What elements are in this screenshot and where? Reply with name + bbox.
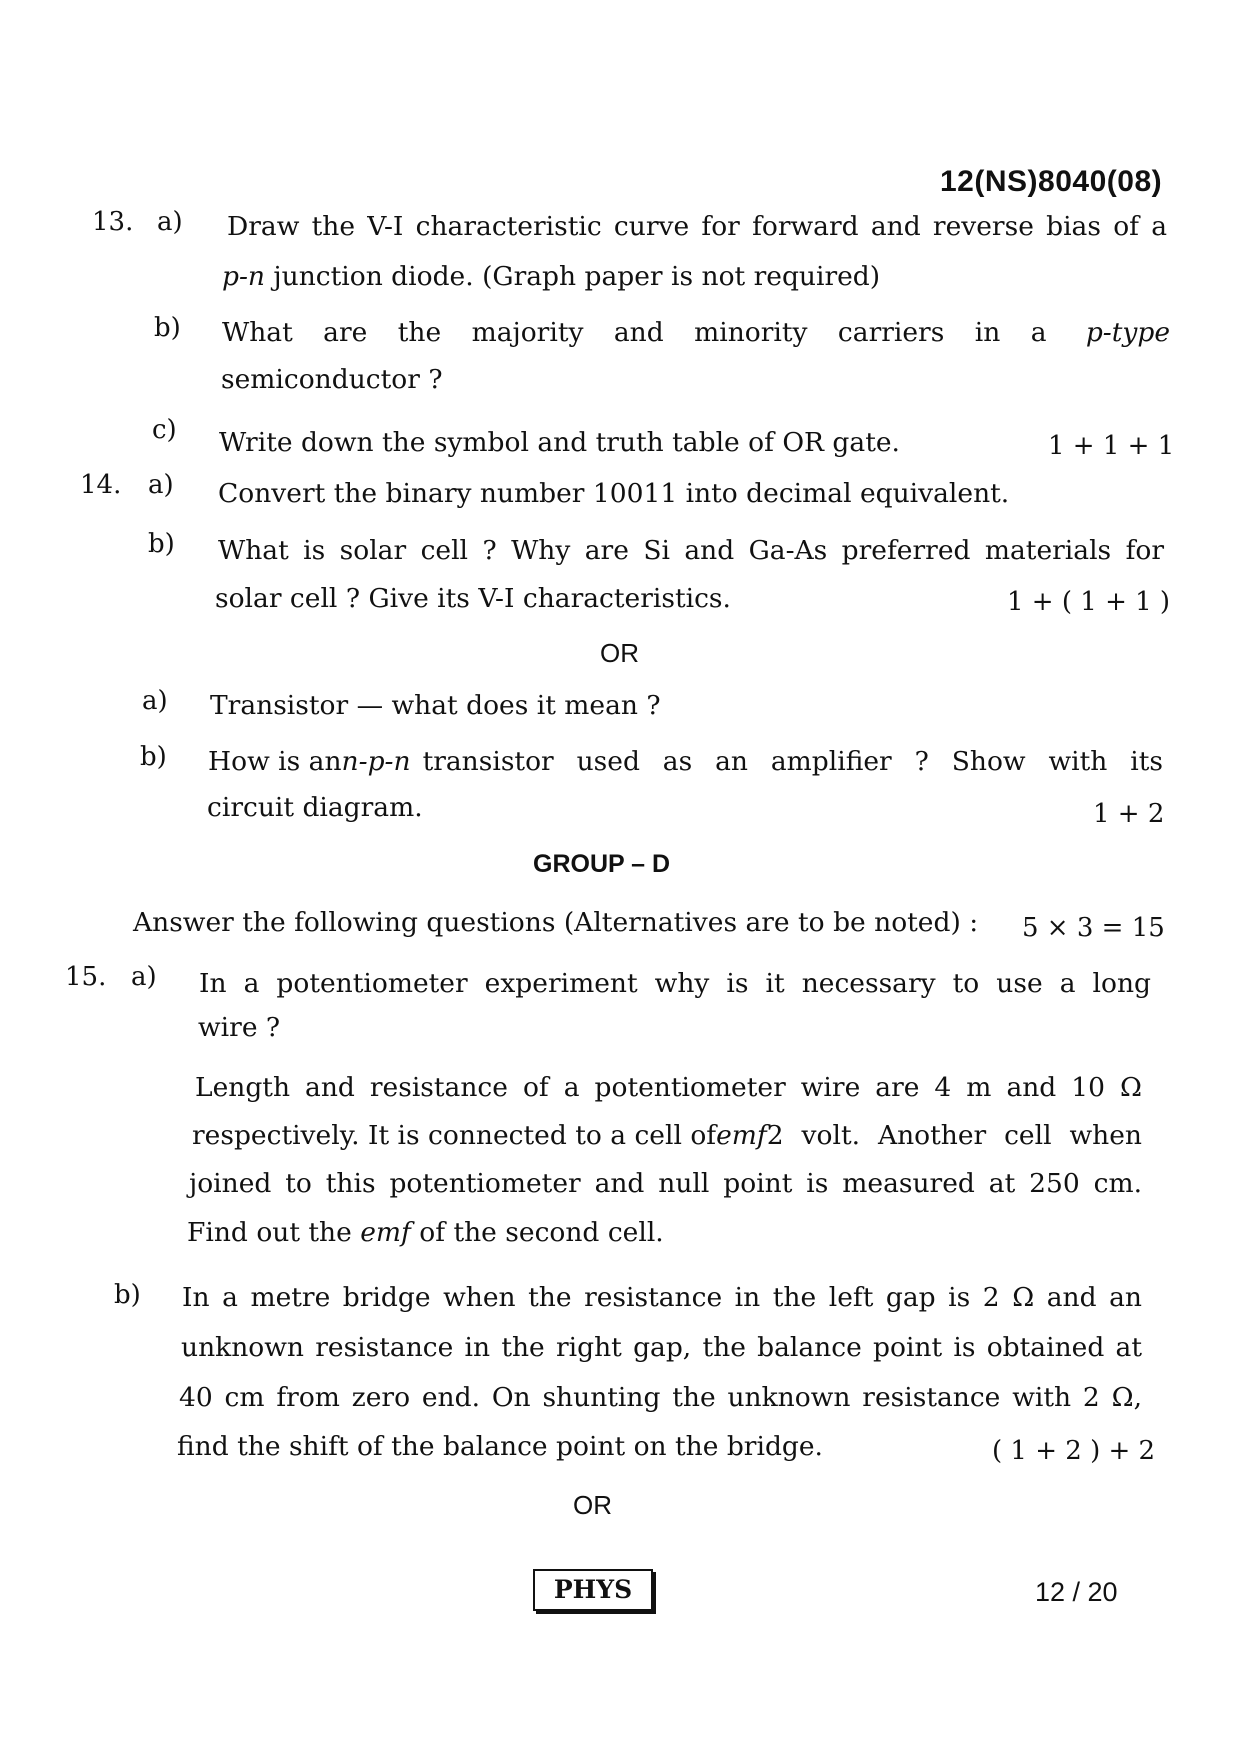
- q13-c-label: c): [152, 415, 177, 445]
- q15-a-line1: In a potentiometer experiment why is it necessary to use a long: [199, 968, 1151, 999]
- q13-a-italic-term: p-n: [222, 261, 265, 292]
- group-d-heading: GROUP – D: [533, 850, 671, 878]
- q15-a-p2-line2: [192, 1120, 1142, 1151]
- group-d-instruction: Answer the following questions (Alternatives are to be noted) :: [133, 907, 979, 938]
- q14-alt-b-line1: [208, 746, 1163, 777]
- q15-a-p2-emf: emf: [716, 1120, 767, 1151]
- q15-b-line1: In a metre bridge when the resistance in the left gap is 2 Ω and an: [182, 1282, 1142, 1313]
- q14-b-line1: What is solar cell ? Why are Si and Ga-As preferred materials for: [218, 535, 1164, 566]
- q14-alt-b-line2: circuit diagram.: [207, 792, 423, 823]
- or-separator-q14: OR: [600, 638, 639, 668]
- q13-b-line2: semiconductor ?: [221, 364, 443, 395]
- q14-alt-b-italic-term: n-p-n: [341, 746, 411, 777]
- q14-alt-a-line1: Transistor — what does it mean ?: [210, 690, 661, 721]
- q14-alt-b-label: b): [140, 742, 167, 772]
- page-number: 12 / 20: [1035, 1577, 1118, 1607]
- q13-a-line1: Draw the V-I characteristic curve for forward and reverse bias of a: [227, 211, 1167, 242]
- q15-a-p2-line2-pre: respectively. It is connected to a cell of: [192, 1120, 717, 1151]
- q15-a-p2-line4-post: of the second cell.: [410, 1217, 664, 1248]
- q15-marks: ( 1 + 2 ) + 2: [992, 1436, 1156, 1466]
- group-d-marks: 5 × 3 = 15: [1022, 913, 1165, 943]
- q15-a-line2: wire ?: [198, 1012, 281, 1043]
- q13-a-line2: [222, 261, 880, 292]
- q13-a-label: a): [157, 207, 183, 237]
- q14-alt-b-line1-post: transistor used as an amplifier ? Show with its: [422, 746, 1163, 777]
- q13-a-line2-text: junction diode. (Graph paper is not required): [265, 261, 881, 292]
- q14-a-line1: Convert the binary number 10011 into decimal equivalent.: [218, 478, 1010, 509]
- q14-a-label: a): [148, 470, 174, 500]
- q15-a-p2-line2-post: 2 volt. Another cell when: [766, 1120, 1142, 1151]
- q13-b-line1: [222, 317, 1170, 348]
- q15-b-label: b): [114, 1280, 141, 1310]
- q14-marks: 1 + ( 1 + 1 ): [1007, 587, 1171, 617]
- question-number-14: 14.: [80, 470, 122, 500]
- question-number-15: 15.: [65, 962, 107, 992]
- q13-marks: 1 + 1 + 1: [1048, 431, 1175, 461]
- or-separator-q15: OR: [573, 1490, 612, 1520]
- q14-alt-b-line1-pre: How is an: [208, 746, 342, 777]
- question-number-13: 13.: [92, 207, 134, 237]
- q14-b-label: b): [148, 529, 175, 559]
- q13-c-line1: Write down the symbol and truth table of OR gate.: [219, 427, 900, 458]
- q13-b-italic-term: p-type: [1085, 317, 1170, 348]
- q13-b-label: b): [154, 313, 181, 343]
- q14-alt-marks: 1 + 2: [1093, 799, 1165, 829]
- q15-a-p2-emf-2: emf: [360, 1217, 411, 1248]
- q14-alt-a-label: a): [142, 686, 168, 716]
- q15-a-p2-line4-pre: Find out the: [187, 1217, 361, 1248]
- q14-b-line2: solar cell ? Give its V-I characteristics.: [215, 583, 731, 614]
- q15-a-label: a): [131, 962, 157, 992]
- q15-b-line2: unknown resistance in the right gap, the balance point is obtained at: [181, 1332, 1142, 1363]
- q15-b-line4: find the shift of the balance point on the bridge.: [177, 1431, 823, 1462]
- q15-a-p2-line4: [187, 1217, 664, 1248]
- paper-code: 12(NS)8040(08): [940, 165, 1163, 198]
- subject-code-box: PHYS: [533, 1569, 653, 1611]
- q15-b-line3: 40 cm from zero end. On shunting the unknown resistance with 2 Ω,: [179, 1382, 1142, 1413]
- q15-a-p2-line3: joined to this potentiometer and null point is measured at 250 cm.: [189, 1168, 1142, 1199]
- q15-a-p2-line1: Length and resistance of a potentiometer wire are 4 m and 10 Ω: [195, 1072, 1142, 1103]
- q13-b-line1-text: What are the majority and minority carriers in a: [222, 317, 1047, 348]
